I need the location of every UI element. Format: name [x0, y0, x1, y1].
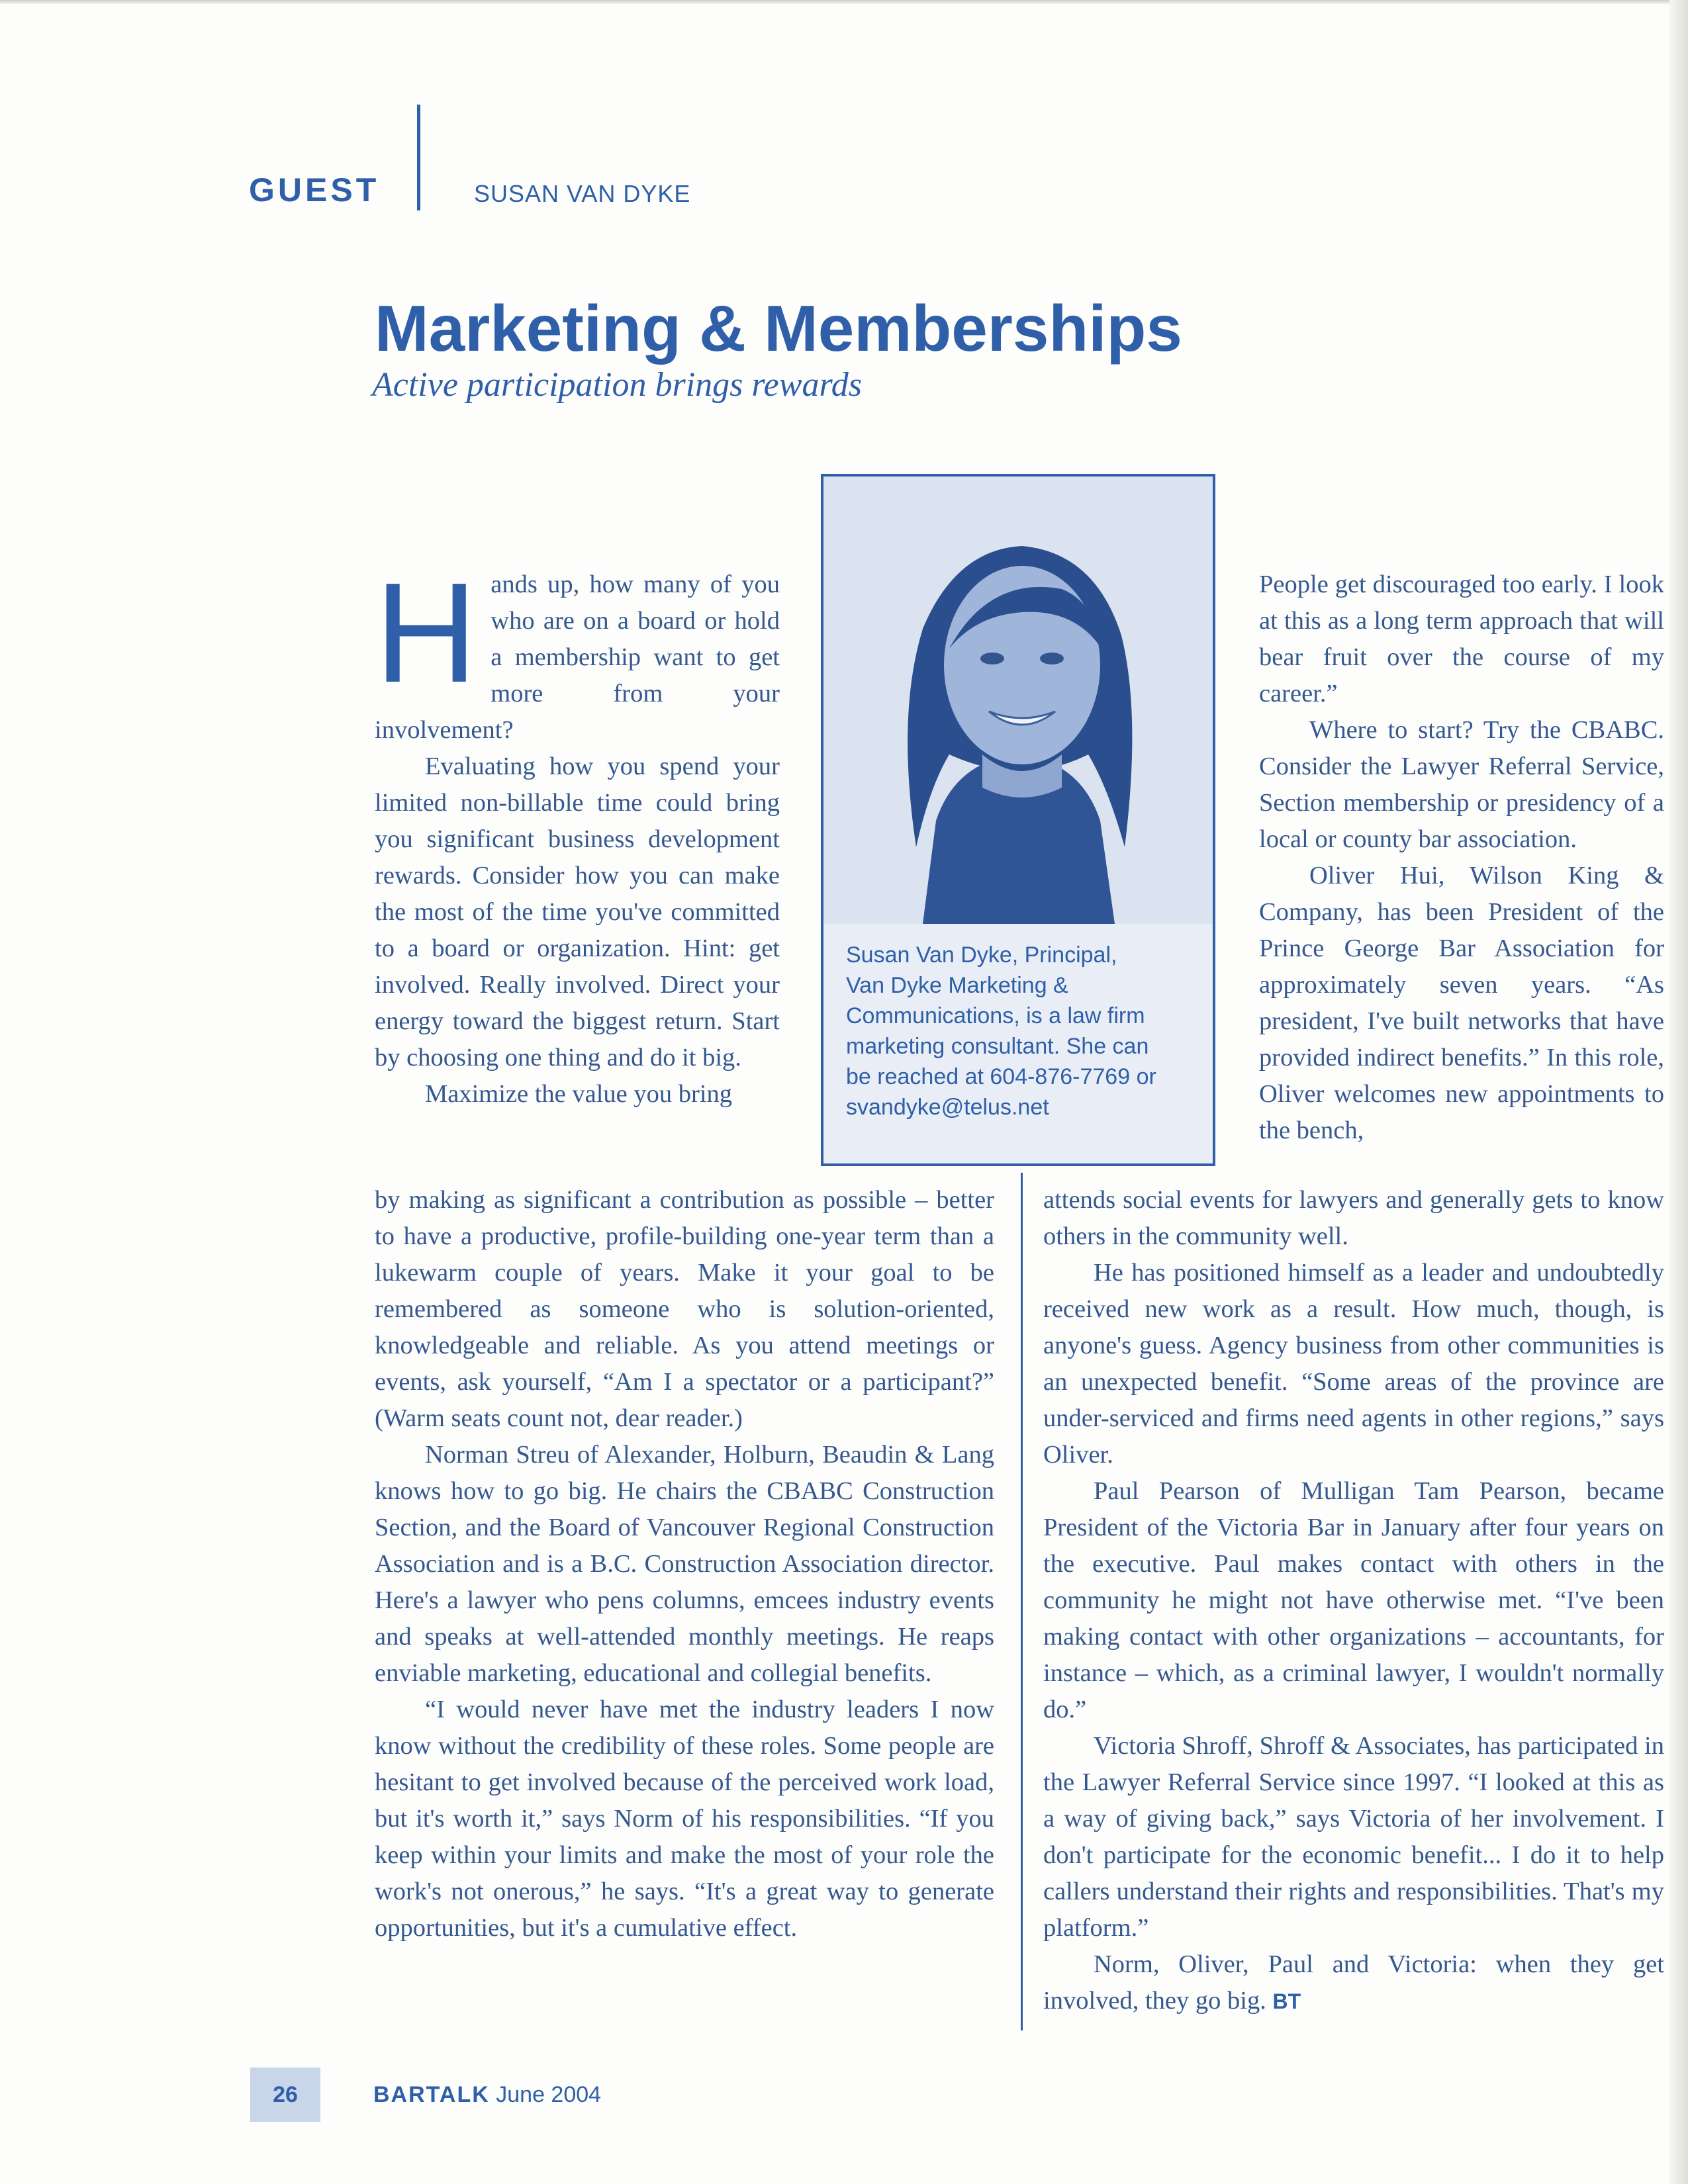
column-2-top	[1259, 567, 1664, 1149]
author-photo	[823, 477, 1213, 924]
paragraph: Oliver Hui, Wilson King & Company, has been President of the Prince George Bar Association for approximately seven years. “As president, I've built networks that have provided indirect benefits.” In this role, Oliver welcomes new appointments to the bench,	[1259, 862, 1664, 1144]
header-divider	[417, 105, 420, 210]
paragraph: He has positioned himself as a leader and undoubtedly received new work as a result. How much, though, is anyone's guess. Agency business from other communities is an unexpected benefit. “Some areas of the province are under-serviced and firms need agents in other regions,” says Oliver.	[1043, 1259, 1664, 1469]
article-subtitle: Active participation brings rewards	[372, 366, 862, 404]
paragraph: Where to start? Try the CBABC. Consider the Lawyer Referral Service, Section membership or presidency of a local or county bar association.	[1259, 716, 1664, 853]
paragraph: Maximize the value you bring	[425, 1080, 733, 1108]
paragraph: Victoria Shroff, Shroff & Associates, has participated in the Lawyer Referral Service since 1997. “I looked at this as a way of giving back,” says Victoria of her involvement. I don't participate for the economic benefit... I do it to help callers understand their rights and responsibilities. That's my platform.”	[1043, 1732, 1664, 1942]
photo-caption: Susan Van Dyke, Principal, Van Dyke Marketing & Communications, is a law firm marketing consultant. She can be reached at 604-876-7769 or svandyke@telus.net	[846, 942, 1156, 1120]
footer-publication	[373, 2082, 601, 2108]
paragraph: “I would never have met the industry leaders I now know without the credibility of these roles. Some people are hesitant to get involved because of the perceived work load, but it's worth it,” says Norm of his responsibilities. “If you keep within your limits and make the most of your role the work's not onerous,” he says. “It's a great way to generate opportunities, but it's a cumulative effect.	[375, 1696, 994, 1942]
article-title: Marketing & Memberships	[375, 292, 1182, 365]
column-1-top	[375, 553, 780, 1113]
section-label: GUEST	[249, 171, 380, 208]
paragraph: Paul Pearson of Mulligan Tam Pearson, became President of the Victoria Bar in January after four years on the executive. Paul makes contact with others in the community he might not have otherwise met. “I've been making contact with other organizations – accountants, for instance – which, as a criminal lawyer, I wouldn't normally do.”	[1043, 1477, 1664, 1723]
page-edge-shadow	[1669, 0, 1688, 2184]
paragraph: People get discouraged too early. I look at this as a long term approach that will bear fruit over the course of my career.”	[1259, 570, 1664, 707]
paragraph: Hands up, how many of you who are on a board or hold a membership want to get more from your involvement?	[375, 553, 780, 744]
author-byline: SUSAN VAN DYKE	[474, 180, 691, 207]
paragraph: attends social events for lawyers and generally gets to know others in the community well.	[1043, 1186, 1664, 1250]
paragraph: Evaluating how you spend your limited non-billable time could bring you significant business development rewards. Consider how you can make the most of the time you've committed to a board or organization. Hint: get involved. Really involved. Direct your energy toward the biggest return. Start by choosing one thing and do it big.	[375, 752, 780, 1071]
column-2-bottom	[1043, 1182, 1664, 2020]
publication-name: BARTALK	[373, 2082, 490, 2107]
paragraph: Norm, Oliver, Paul and Victoria: when they get involved, they go big. BT	[1043, 1950, 1664, 2015]
author-photo-box	[821, 474, 1215, 1166]
column-1-bottom	[375, 1182, 994, 1946]
paragraph: by making as significant a contribution as possible – better to have a productive, profile-building one-year term than a lukewarm couple of years. Make it your goal to be remembered as someone who is solution-oriented, knowledgeable and reliable. As you attend meetings or events, ask yourself, “Am I a spectator or a participant?” (Warm seats count not, dear reader.)	[375, 1186, 994, 1432]
column-divider	[1021, 1173, 1023, 2030]
page-number: 26	[250, 2068, 320, 2122]
portrait-image	[823, 477, 1213, 924]
drop-cap: H	[375, 553, 478, 712]
end-mark: BT	[1272, 1989, 1301, 2013]
top-edge	[0, 0, 1688, 4]
publication-issue: June 2004	[496, 2082, 602, 2107]
paragraph: Norman Streu of Alexander, Holburn, Beaudin & Lang knows how to go big. He chairs the CBABC Construction Section, and the Board of Vancouver Regional Construction Association and is a B.C. Construction Association director. Here's a lawyer who pens columns, emcees industry events and speaks at well-attended monthly meetings. He reaps enviable marketing, educational and collegial benefits.	[375, 1441, 994, 1687]
